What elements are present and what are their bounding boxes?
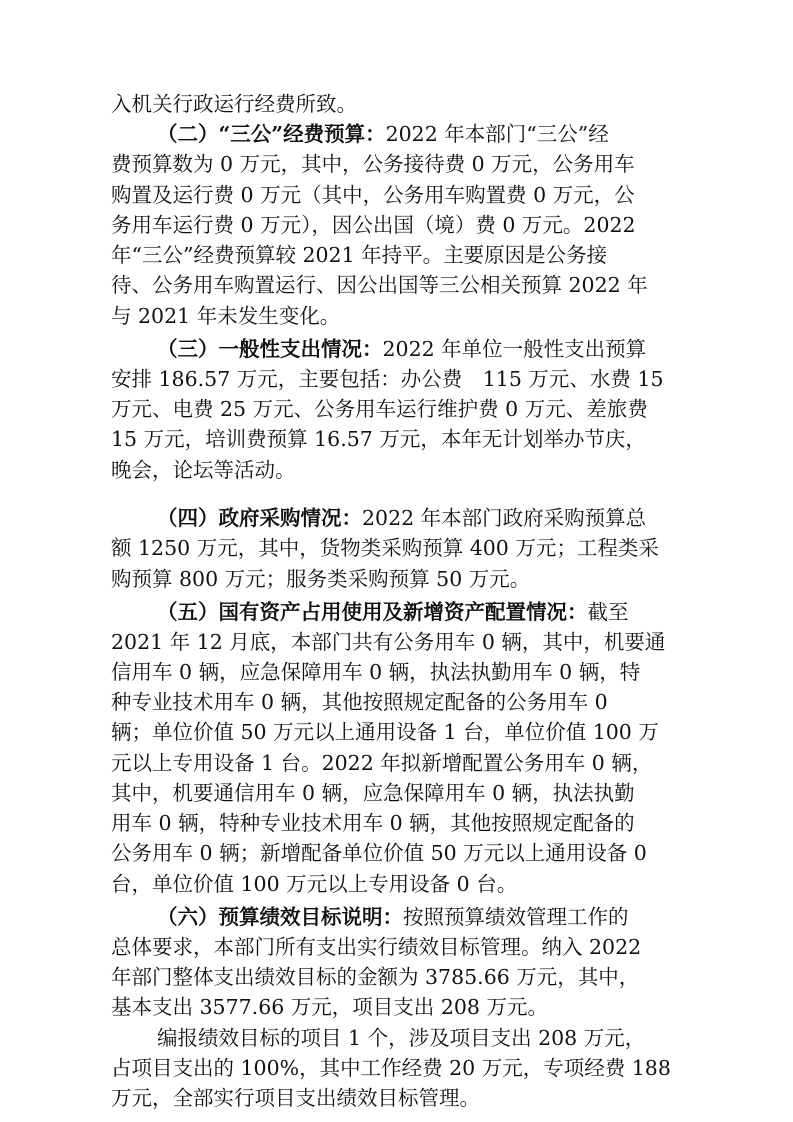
section-two-heading-line: [0, 118, 793, 150]
text-line: [0, 1052, 793, 1084]
line-text: 编报绩效目标的项目 1 个，涉及项目支出 208 万元，: [157, 1025, 646, 1050]
line-text: 与 2021 年未发生变化。: [111, 303, 341, 328]
text-line: [0, 179, 793, 211]
text-line: [0, 656, 793, 688]
line-text: 购预算 800 万元；服务类采购预算 50 万元。: [111, 566, 531, 591]
line-text: 占项目支出的 100%，其中工作经费 20 万元，专项经费 188: [111, 1055, 671, 1080]
line-text: 万元，全部实行项目支出绩效目标管理。: [111, 1086, 480, 1110]
text-line: [0, 777, 793, 809]
line-text: 入机关行政运行经费所致。: [111, 92, 357, 116]
section-heading: （五）国有资产占用使用及新增资产配置情况：: [157, 599, 588, 624]
line-text: 其中，机要通信用车 0 辆，应急保障用车 0 辆，执法执勤: [111, 780, 635, 805]
line-text: 15 万元，培训费预算 16.57 万元，本年无计划举办节庆，: [111, 427, 646, 452]
text-line: [0, 686, 793, 718]
line-text: 用车 0 辆，特种专业技术用车 0 辆，其他按照规定配备的: [111, 811, 635, 836]
line-text: 总体要求，本部门所有支出实行绩效目标管理。纳入 2022: [111, 934, 642, 959]
text-line: [0, 209, 793, 241]
line-text: 晚会，论坛等活动。: [111, 457, 296, 482]
line-text: 购置及运行费 0 万元（其中，公务用车购置费 0 万元，公: [111, 182, 635, 207]
text-line: [0, 961, 793, 993]
line-text: （三）一般性支出情况：2022 年单位一般性支出预算: [157, 336, 647, 361]
line-text: 务用车运行费 0 万元），因公出国（境）费 0 万元。2022: [111, 212, 636, 237]
text-line: [0, 300, 793, 332]
line-text: 公务用车 0 辆；新增配备单位价值 50 万元以上通用设备 0: [111, 841, 647, 866]
text-line: [0, 837, 793, 869]
text-line: [0, 868, 793, 900]
text-line: [0, 991, 793, 1023]
section-heading: （二）“三公”经费预算：: [157, 122, 386, 147]
line-text: 信用车 0 辆，应急保障用车 0 辆，执法执勤用车 0 辆，特: [111, 660, 641, 684]
text-line: [0, 239, 793, 271]
text-line: [0, 1082, 793, 1114]
section-heading: （四）政府采购情况：: [157, 506, 362, 531]
line-text: 元以上专用设备 1 台。2022 年拟新增配置公务用车 0 辆，: [111, 750, 653, 775]
text-line: [0, 807, 793, 839]
line-text: 辆；单位价值 50 万元以上通用设备 1 台，单位价值 100 万: [111, 720, 659, 745]
section-heading: （三）一般性支出情况：: [157, 336, 383, 361]
text-line: [0, 931, 793, 963]
section-five-heading-line: [0, 596, 793, 628]
text-line: [0, 393, 793, 425]
section-heading: （六）预算绩效目标说明：: [157, 904, 403, 929]
line-text: 待、公务用车购置运行、因公出国等三公相关预算 2022 年: [111, 273, 648, 298]
text-line: [0, 532, 793, 564]
line-text: （四）政府采购情况：2022 年本部门政府采购预算总: [157, 506, 647, 531]
line-text: 种专业技术用车 0 辆，其他按照规定配备的公务用车 0: [111, 690, 608, 715]
text-line: [0, 423, 793, 455]
line-text: 万元、电费 25 万元、公务用车运行维护费 0 万元、差旅费: [111, 397, 648, 422]
text-line: [0, 563, 793, 595]
text-line: [0, 626, 793, 658]
text-line: [0, 363, 793, 395]
text-line: [0, 269, 793, 301]
line-text: 额 1250 万元，其中，货物类采购预算 400 万元；工程类采: [111, 536, 659, 561]
line-text: 年“三公”经费预算较 2021 年持平。主要原因是公务接: [111, 243, 608, 268]
section-three-heading-line: [0, 333, 793, 365]
text-line: [0, 88, 793, 120]
line-text: 费预算数为 0 万元，其中，公务接待费 0 万元，公务用车: [111, 152, 635, 177]
text-line: [0, 747, 793, 779]
line-text: 基本支出 3577.66 万元，项目支出 208 万元。: [111, 995, 548, 1020]
line-text: （五）国有资产占用使用及新增资产配置情况：截至: [157, 599, 629, 624]
text-line: [0, 1022, 793, 1054]
line-text: （六）预算绩效目标说明：按照预算绩效管理工作的: [157, 904, 629, 929]
line-text: （二）“三公”经费预算：2022 年本部门“三公”经: [157, 122, 609, 147]
section-four-heading-line: [0, 502, 793, 534]
line-text: 台，单位价值 100 万元以上专用设备 0 台。: [111, 871, 518, 896]
section-six-heading-line: [0, 901, 793, 933]
line-text: 安排 186.57 万元，主要包括：办公费 115 万元、水费 15: [111, 366, 664, 391]
text-line: [0, 716, 793, 748]
text-line: [0, 454, 793, 486]
text-line: [0, 148, 793, 180]
line-text: 2021 年 12 月底，本部门共有公务用车 0 辆，其中，机要通: [111, 629, 666, 654]
line-text: 年部门整体支出绩效目标的金额为 3785.66 万元，其中，: [111, 965, 640, 990]
